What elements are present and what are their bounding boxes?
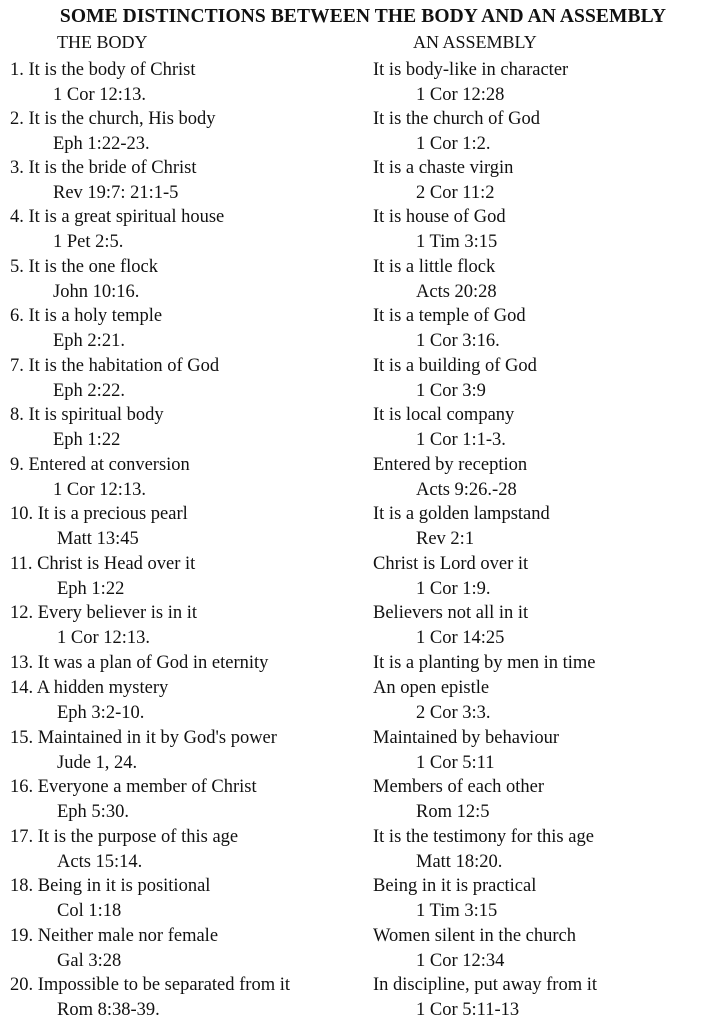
assembly-entry-reference: 2 Cor 3:3.	[416, 703, 491, 723]
assembly-entry-4	[373, 205, 506, 255]
assembly-entry-text: It is house of God	[373, 207, 506, 227]
body-entry-reference: Rom 8:38-39.	[57, 1000, 160, 1020]
body-entry-reference: Eph 2:21.	[53, 331, 125, 351]
body-entry-reference: Acts 15:14.	[57, 852, 143, 872]
body-entry-3	[10, 156, 197, 206]
assembly-entry-reference: 1 Cor 3:9	[416, 381, 486, 401]
assembly-entry-18	[373, 874, 536, 924]
body-entry-text: 13. It was a plan of God in eternity	[10, 653, 269, 673]
assembly-entry-reference: 1 Tim 3:15	[416, 901, 498, 921]
body-entry-reference: 1 Cor 12:13.	[53, 480, 147, 500]
assembly-entry-text: It is body-like in character	[373, 60, 569, 80]
body-entry-reference: 1 Cor 12:13.	[53, 85, 147, 105]
body-entry-17	[10, 825, 238, 875]
assembly-entry-16	[373, 775, 544, 825]
assembly-entry-text: Women silent in the church	[373, 926, 576, 946]
body-entry-text: 5. It is the one flock	[10, 257, 158, 277]
body-entry-text: 3. It is the bride of Christ	[10, 158, 197, 178]
body-entry-text: 10. It is a precious pearl	[10, 504, 188, 524]
body-entry-text: 7. It is the habitation of God	[10, 356, 220, 376]
body-entry-reference: John 10:16.	[53, 282, 140, 302]
assembly-entry-6	[373, 304, 526, 354]
assembly-entry-text: It is local company	[373, 405, 515, 425]
assembly-entry-reference: 1 Cor 1:9.	[416, 579, 491, 599]
assembly-entry-text: Entered by reception	[373, 455, 528, 475]
assembly-entry-reference: 1 Cor 1:2.	[416, 134, 491, 154]
body-entry-text: 12. Every believer is in it	[10, 603, 198, 623]
body-entry-9	[10, 453, 190, 503]
body-entry-15	[10, 726, 277, 776]
assembly-entry-text: Being in it is practical	[373, 876, 537, 896]
body-entry-reference: Col 1:18	[57, 901, 122, 921]
body-entry-7	[10, 354, 219, 404]
body-entry-reference: Eph 5:30.	[57, 802, 129, 822]
assembly-entry-reference: 1 Tim 3:15	[416, 232, 498, 252]
body-entry-reference: Rev 19:7: 21:1-5	[53, 183, 179, 203]
body-entry-4	[10, 205, 224, 255]
assembly-entry-2	[373, 107, 540, 157]
assembly-entry-reference: 1 Cor 12:34	[416, 951, 505, 971]
body-entry-reference: Eph 2:22.	[53, 381, 125, 401]
body-entry-14	[10, 676, 168, 726]
body-entry-text: 18. Being in it is positional	[10, 876, 211, 896]
body-entry-8	[10, 403, 164, 453]
assembly-entry-10	[373, 502, 550, 552]
assembly-entry-text: Believers not all in it	[373, 603, 529, 623]
body-entry-reference: Matt 13:45	[57, 529, 139, 549]
body-entry-6	[10, 304, 162, 354]
body-entry-reference: Eph 1:22	[53, 430, 121, 450]
assembly-entry-3	[373, 156, 513, 206]
body-entry-text: 16. Everyone a member of Christ	[10, 777, 257, 797]
assembly-entry-reference: 1 Cor 1:1-3.	[416, 430, 506, 450]
body-entry-text: 20. Impossible to be separated from it	[10, 975, 291, 995]
body-entry-reference: Gal 3:28	[57, 951, 122, 971]
assembly-entry-7	[373, 354, 537, 404]
body-entry-text: 11. Christ is Head over it	[10, 554, 196, 574]
assembly-entry-text: In discipline, put away from it	[373, 975, 598, 995]
assembly-entry-17	[373, 825, 594, 875]
body-entry-10	[10, 502, 188, 552]
assembly-entry-reference: Rom 12:5	[416, 802, 490, 822]
assembly-entry-text: It is a building of God	[373, 356, 537, 376]
column-header-body: THE BODY	[57, 32, 148, 52]
assembly-entry-reference: 1 Cor 3:16.	[416, 331, 500, 351]
assembly-entry-15	[373, 726, 559, 776]
assembly-entry-12	[373, 601, 528, 651]
assembly-entry-8	[373, 403, 514, 453]
assembly-entry-14	[373, 676, 491, 726]
body-entry-text: 19. Neither male nor female	[10, 926, 219, 946]
assembly-entry-20	[373, 973, 597, 1023]
assembly-entry-reference: Matt 18:20.	[416, 852, 503, 872]
body-entry-13	[10, 651, 268, 676]
body-entry-16	[10, 775, 257, 825]
assembly-entry-reference: Acts 9:26.-28	[416, 480, 517, 500]
assembly-entry-reference: 2 Cor 11:2	[416, 183, 495, 203]
assembly-entry-text: An open epistle	[373, 678, 490, 698]
assembly-entry-1	[373, 58, 568, 108]
body-entry-12	[10, 601, 197, 651]
body-entry-2	[10, 107, 216, 157]
assembly-entry-text: It is the testimony for this age	[373, 827, 594, 847]
body-entry-text: 1. It is the body of Christ	[10, 60, 196, 80]
assembly-entry-11	[373, 552, 528, 602]
assembly-entry-text: It is a golden lampstand	[373, 504, 550, 524]
assembly-entry-9	[373, 453, 527, 503]
body-entry-20	[10, 973, 290, 1023]
assembly-entry-text: It is a little flock	[373, 257, 496, 277]
assembly-entry-text: Members of each other	[373, 777, 545, 797]
assembly-entry-reference: Acts 20:28	[416, 282, 497, 302]
assembly-entry-reference: 1 Cor 12:28	[416, 85, 505, 105]
body-entry-reference: Eph 1:22-23.	[53, 134, 150, 154]
body-entry-19	[10, 924, 218, 974]
body-entry-text: 15. Maintained in it by God's power	[10, 728, 277, 748]
body-entry-reference: Jude 1, 24.	[57, 753, 138, 773]
body-entry-18	[10, 874, 210, 924]
body-entry-text: 6. It is a holy temple	[10, 306, 163, 326]
assembly-entry-reference: Rev 2:1	[416, 529, 475, 549]
body-entry-reference: Eph 1:22	[57, 579, 125, 599]
assembly-entry-13	[373, 651, 595, 676]
assembly-entry-text: Christ is Lord over it	[373, 554, 529, 574]
body-entry-5	[10, 255, 158, 305]
body-entry-text: 9. Entered at conversion	[10, 455, 190, 475]
assembly-entry-reference: 1 Cor 14:25	[416, 628, 505, 648]
assembly-entry-text: Maintained by behaviour	[373, 728, 559, 748]
page-title: SOME DISTINCTIONS BETWEEN THE BODY AND AN ASSEMBLY	[59, 6, 667, 27]
assembly-entry-5	[373, 255, 497, 305]
body-entry-reference: Eph 3:2-10.	[57, 703, 145, 723]
body-entry-text: 2. It is the church, His body	[10, 109, 216, 129]
body-entry-text: 14. A hidden mystery	[10, 678, 169, 698]
body-entry-reference: 1 Cor 12:13.	[57, 628, 151, 648]
assembly-entry-reference: 1 Cor 5:11	[416, 753, 495, 773]
body-entry-text: 4. It is a great spiritual house	[10, 207, 225, 227]
assembly-entry-19	[373, 924, 576, 974]
assembly-entry-text: It is a temple of God	[373, 306, 526, 326]
assembly-entry-text: It is a chaste virgin	[373, 158, 514, 178]
assembly-entry-text: It is a planting by men in time	[373, 653, 596, 673]
column-header-assembly: AN ASSEMBLY	[413, 32, 537, 52]
body-entry-text: 17. It is the purpose of this age	[10, 827, 239, 847]
body-entry-reference: 1 Pet 2:5.	[53, 232, 124, 252]
body-entry-text: 8. It is spiritual body	[10, 405, 164, 425]
assembly-entry-reference: 1 Cor 5:11-13	[416, 1000, 520, 1020]
assembly-entry-text: It is the church of God	[373, 109, 540, 129]
body-entry-11	[10, 552, 195, 602]
body-entry-1	[10, 58, 196, 108]
